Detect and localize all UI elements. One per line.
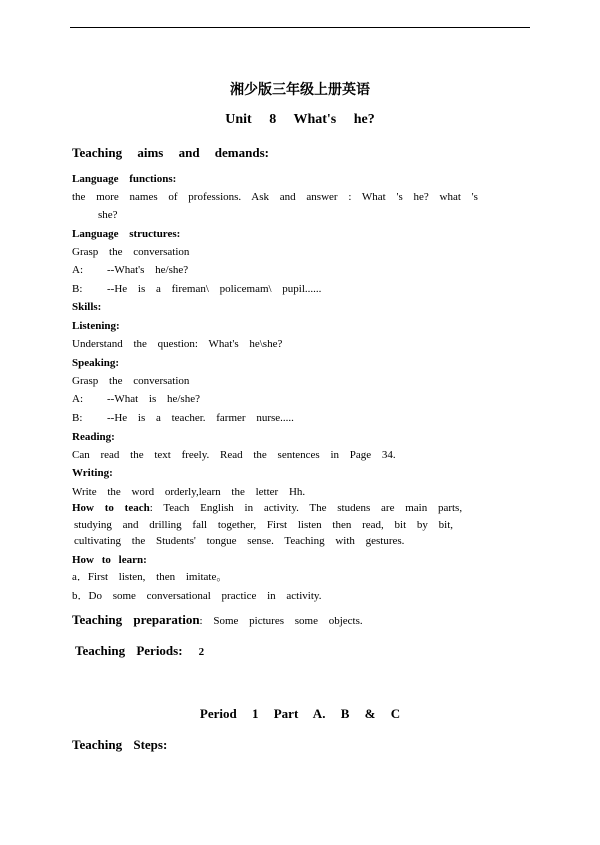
- listening-label: Listening:: [72, 320, 120, 332]
- language-structures-label: Language structures:: [72, 228, 181, 240]
- writing-label: Writing:: [72, 467, 113, 479]
- how-to-learn-item-b: b．Do some conversational practice in activity.: [72, 590, 322, 602]
- periods-label: Teaching Periods:: [75, 643, 183, 658]
- preparation-text: : Some pictures some objects.: [199, 615, 363, 627]
- language-functions-line2: she?: [98, 209, 118, 221]
- speaking-a-text: --What is he/she?: [107, 393, 200, 405]
- language-structures-intro: Grasp the conversation: [72, 246, 190, 258]
- header-rule: [70, 27, 530, 28]
- document-title: 湘少版三年级上册英语: [230, 82, 370, 98]
- speaking-label: Speaking:: [72, 357, 120, 369]
- preparation-label: Teaching preparation: [72, 612, 200, 627]
- unit-title: Unit 8 What's he?: [225, 112, 375, 127]
- writing-text: Write the word orderly,learn the letter Hh.: [72, 486, 306, 498]
- structures-a-text: --What's he/she?: [107, 264, 189, 276]
- how-to-teach-label: How to teach: [72, 502, 150, 514]
- periods-value: 2: [198, 646, 205, 658]
- how-to-learn-item-a: a．First listen, then imitate。: [72, 571, 228, 583]
- speaking-a-label: A:: [72, 393, 83, 405]
- preparation-line: [72, 612, 363, 628]
- speaking-b-label: B:: [72, 412, 83, 424]
- speaking-intro: Grasp the conversation: [72, 375, 190, 387]
- how-to-teach-line3: cultivating the Students' tongue sense. Teaching with gestures.: [74, 535, 405, 547]
- reading-label: Reading:: [72, 431, 115, 443]
- steps-heading: Teaching Steps:: [72, 737, 168, 752]
- how-to-teach-line2: studying and drilling fall together, First listen then read, bit by bit,: [74, 519, 454, 531]
- structures-b-label: B:: [72, 283, 83, 295]
- period-1-title: Period 1 Part A. B & C: [199, 706, 401, 721]
- reading-text: Can read the text freely. Read the sentences in Page 34.: [72, 449, 396, 461]
- how-to-learn-label: How to learn:: [72, 554, 147, 566]
- language-functions-label: Language functions:: [72, 173, 177, 185]
- language-functions-line1: the more names of professions. Ask and answer : What 's he? what 's: [72, 191, 478, 203]
- structures-b-text: --He is a fireman\ policemam\ pupil......: [107, 283, 322, 295]
- how-to-teach-text: : Teach English in activity. The studens are main parts,: [149, 502, 463, 514]
- speaking-b-text: --He is a teacher. farmer nurse.....: [107, 412, 294, 424]
- skills-label: Skills:: [72, 301, 102, 313]
- periods-line: [75, 643, 204, 659]
- how-to-teach-line1: [72, 501, 462, 515]
- structures-a-label: A:: [72, 264, 83, 276]
- aims-heading: Teaching aims and demands:: [72, 145, 269, 160]
- listening-text: Understand the question: What's he\she?: [72, 338, 283, 350]
